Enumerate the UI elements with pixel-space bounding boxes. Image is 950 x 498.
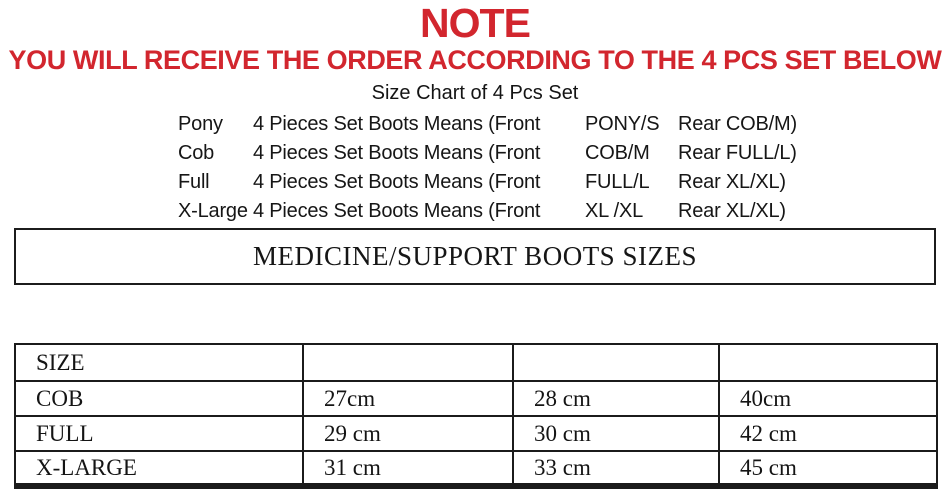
set-line-front-size: COB/M <box>585 142 650 164</box>
set-line-full <box>178 168 797 197</box>
set-line-desc: 4 Pieces Set Boots Means (Front <box>253 113 541 135</box>
set-line-rear-size: Rear XL/XL) <box>678 200 786 222</box>
set-line-desc: 4 Pieces Set Boots Means (Front <box>253 200 541 222</box>
set-line-label: Cob <box>178 142 215 164</box>
table-row-full <box>15 416 937 451</box>
set-line-front-size: FULL/L <box>585 171 650 193</box>
set-line-cob <box>178 139 797 168</box>
table-cell: 30 cm <box>513 416 719 451</box>
set-line-label: X-Large <box>178 200 248 222</box>
table-row-size-header <box>15 344 937 381</box>
boots-sizes-table <box>14 343 938 489</box>
set-line-front-size: XL /XL <box>585 200 644 222</box>
table-cell: FULL <box>15 416 303 451</box>
note-subtitle: YOU WILL RECEIVE THE ORDER ACCORDING TO THE 4 PCS SET BELOW <box>8 45 942 75</box>
table-cell: 42 cm <box>719 416 937 451</box>
table-cell <box>513 344 719 381</box>
table-cell: 28 cm <box>513 381 719 416</box>
table-row-xlarge <box>15 451 937 486</box>
table-cell: COB <box>15 381 303 416</box>
table-cell <box>719 344 937 381</box>
set-line-label: Pony <box>178 113 223 135</box>
table-row-cob <box>15 381 937 416</box>
pcs-set-lines <box>178 110 797 226</box>
table-cell: 29 cm <box>303 416 513 451</box>
table-cell: 45 cm <box>719 451 937 486</box>
table-cell: 31 cm <box>303 451 513 486</box>
set-line-front-size: PONY/S <box>585 113 660 135</box>
boots-sizes-banner-title: MEDICINE/SUPPORT BOOTS SIZES <box>253 241 697 271</box>
table-cell: 40cm <box>719 381 937 416</box>
set-line-rear-size: Rear FULL/L) <box>678 142 797 164</box>
set-line-xlarge <box>178 197 797 226</box>
table-cell: 33 cm <box>513 451 719 486</box>
set-line-pony <box>178 110 797 139</box>
table-cell: X-LARGE <box>15 451 303 486</box>
set-line-rear-size: Rear XL/XL) <box>678 171 786 193</box>
table-cell: SIZE <box>15 344 303 381</box>
set-line-rear-size: Rear COB/M) <box>678 113 797 135</box>
table-cell: 27cm <box>303 381 513 416</box>
boots-sizes-banner <box>14 228 936 285</box>
set-line-label: Full <box>178 171 210 193</box>
set-line-desc: 4 Pieces Set Boots Means (Front <box>253 171 541 193</box>
set-line-desc: 4 Pieces Set Boots Means (Front <box>253 142 541 164</box>
table-cell <box>303 344 513 381</box>
note-title: NOTE <box>420 0 530 46</box>
size-chart-heading: Size Chart of 4 Pcs Set <box>371 82 579 104</box>
